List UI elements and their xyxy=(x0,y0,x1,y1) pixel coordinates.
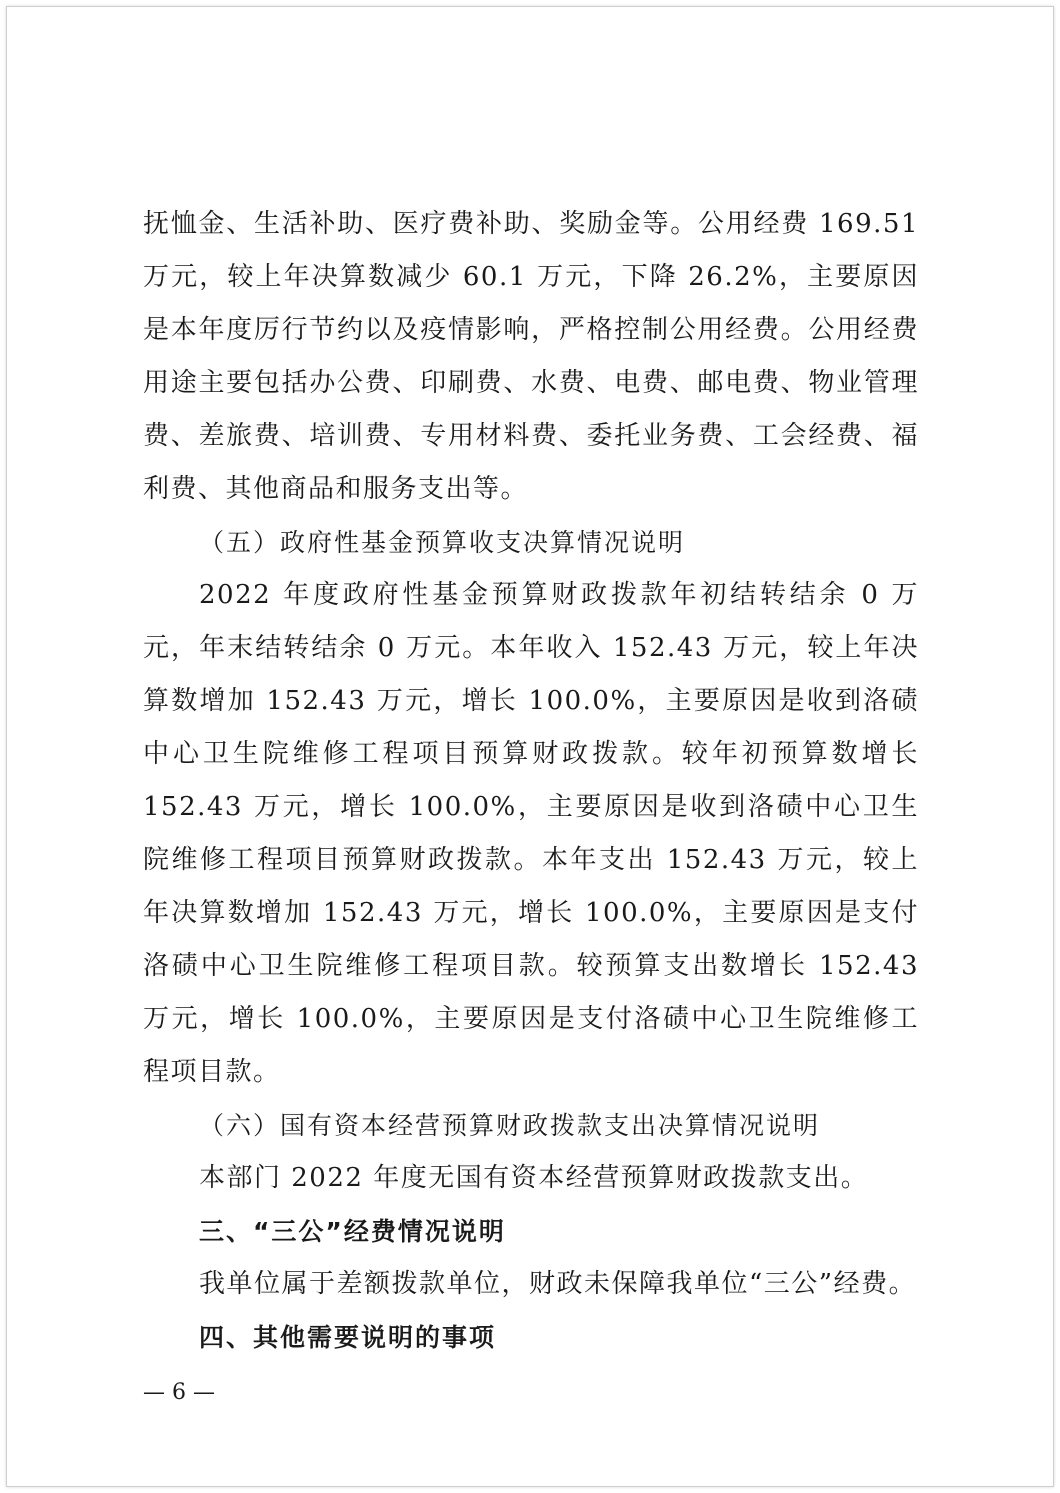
heading-three-public-expenses: 三、“三公”经费情况说明 xyxy=(199,1217,506,1246)
subheading-government-fund-budget: （五）政府性基金预算收支决算情况说明 xyxy=(199,528,686,557)
page-number: — 6 — xyxy=(143,1380,215,1405)
paragraph-public-expenses: 抚恤金、生活补助、医疗费补助、奖励金等。公用经费 169.51 万元，较上年决算数减少 60.1 万元，下降 26.2%，主要原因是本年度厉行节约以及疫情影响，严格控制公用经费。公用经费用途主要包括办公费、印刷费、水费、电费、邮电费、物业管理费、差旅费、培训费、专用材料费、委托业务费、工会经费、福利费、其他商品和服务支出等。 xyxy=(143,209,919,504)
paragraph-state-capital-budget: 本部门 2022 年度无国有资本经营预算财政拨款支出。 xyxy=(199,1163,869,1193)
subheading-state-capital-budget: （六）国有资本经营预算财政拨款支出决算情况说明 xyxy=(199,1111,821,1140)
paragraph-three-public-expenses: 我单位属于差额拨款单位，财政未保障我单位“三公”经费。 xyxy=(199,1269,917,1299)
document-body xyxy=(143,198,919,1364)
heading-other-matters: 四、其他需要说明的事项 xyxy=(199,1323,497,1352)
paragraph-government-fund-budget: 2022 年度政府性基金预算财政拨款年初结转结余 0 万元，年末结转结余 0 万元。本年收入 152.43 万元，较上年决算数增加 152.43 万元，增长 100.0%，主要原因是收到洛碛中心卫生院维修工程项目预算财政拨款。较年初预算数增长 152.43 万元，增长 100.0%，主要原因是收到洛碛中心卫生院维修工程项目预算财政拨款。本年支出 152.43 万元，较上年决算数增加 152.43 万元，增长 100.0%，主要原因是支付洛碛中心卫生院维修工程项目款。较预算支出数增长 152.43 万元，增长 100.0%，主要原因是支付洛碛中心卫生院维修工程项目款。 xyxy=(143,580,919,1087)
